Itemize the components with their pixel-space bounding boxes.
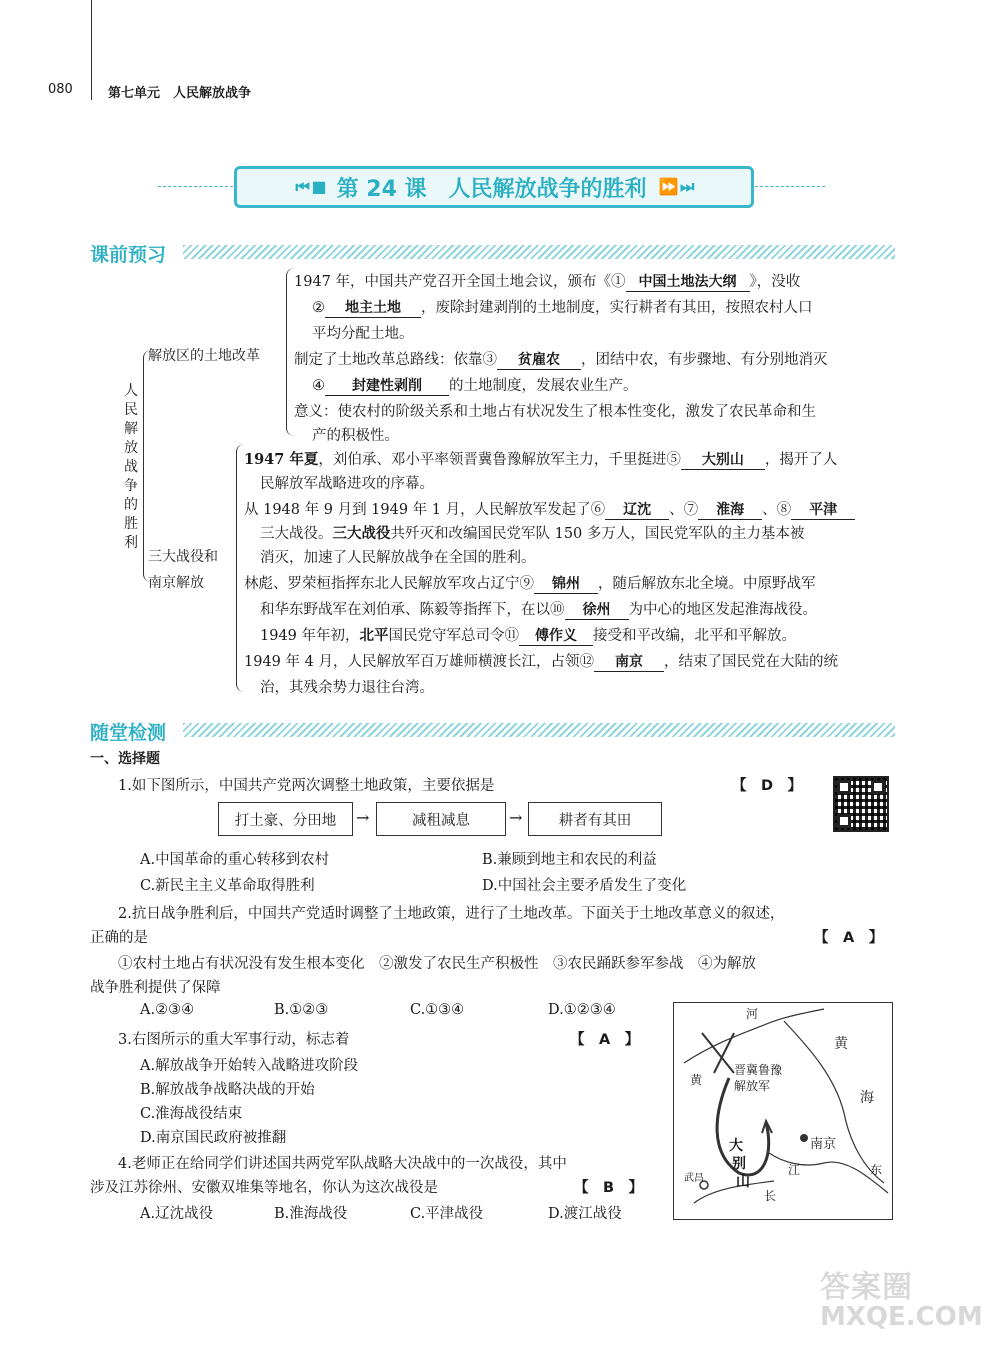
flow-arrow-icon: → — [356, 808, 370, 827]
text-line: 从 1948 年 9 月到 1949 年 1 月，人民解放军发起了⑥ 辽沈 、⑦ 淮海 、⑧ 平津 — [244, 498, 855, 520]
preview-heading: 课前预习 — [90, 244, 167, 266]
q4-answer: 【 B 】 — [574, 1180, 644, 1196]
text-line: ④ 封建性剥削 的土地制度，发展农业生产。 — [312, 374, 638, 396]
q2-stem: 2.抗日战争胜利后，中国共产党适时调整了土地政策，进行了土地改革。下面关于土地改革意义的叙述， — [118, 906, 785, 922]
q2-option-c: C.①③④ — [410, 1002, 465, 1018]
q1-option-c: C.新民主主义革命取得胜利 — [140, 878, 315, 894]
lesson-banner — [234, 166, 754, 208]
check-heading: 随堂检测 — [90, 722, 167, 744]
text-line: 1947 年夏，刘伯承、邓小平率领晋冀鲁豫解放军主力，千里挺进⑤ 大别山 ，揭开了人 — [244, 451, 838, 468]
flow-box-1: 打土豪、分田地 — [218, 802, 353, 836]
q3-stem: 3.右图所示的重大军事行动，标志着 — [118, 1032, 350, 1048]
q4-option-b: B.淮海战役 — [274, 1206, 348, 1222]
branch2-label-line2: 南京解放 — [148, 575, 204, 591]
branch2-label-line1: 三大战役和 — [148, 549, 218, 565]
q2-statements: 战争胜利提供了保障 — [90, 980, 221, 996]
answer-6: 辽沈 — [605, 499, 669, 520]
q4-option-c: C.平津战役 — [410, 1206, 484, 1222]
text-line: 和华东野战军在刘伯承、陈毅等指挥下，在以⑩ 徐州 为中心的地区发起淮海战役。 — [260, 598, 817, 620]
answer-10: 徐州 — [565, 599, 629, 620]
answer-7: 淮海 — [698, 499, 762, 520]
text-line: 制定了土地改革总路线：依靠③ 贫雇农 ，团结中农，有步骤地、有分别地消灭 — [294, 348, 828, 370]
answer-1: 中国土地法大纲 — [626, 271, 750, 292]
heading-stripe — [183, 245, 895, 259]
text-line: 意义：使农村的阶级关系和土地占有状况发生了根本性变化，激发了农民革命和生 — [294, 404, 816, 420]
margin-line — [91, 0, 92, 100]
text-line: 林彪、罗荣桓指挥东北人民解放军攻占辽宁⑨ 锦州 ，随后解放东北全境。中原野战军 — [244, 572, 816, 594]
heading-stripe — [183, 723, 895, 737]
answer-8: 平津 — [791, 499, 855, 520]
q2-option-a: A.②③④ — [140, 1002, 195, 1018]
text-line: 1949 年 4 月，人民解放军百万雄师横渡长江，占领⑫ 南京 ，结束了国民党在大陆的统 — [244, 650, 838, 672]
text-line: 三大战役。三大战役共歼灭和改编国民党军队 150 多万人，国民党军队的主力基本被 — [260, 525, 805, 542]
prev-nav-icon: ⏮ ■ — [295, 177, 325, 196]
text-line: 治，其残余势力退往台湾。 — [260, 680, 434, 696]
answer-11: 傅作义 — [519, 625, 593, 646]
text-line: 产的积极性。 — [312, 428, 399, 444]
text-line: 1947 年，中国共产党召开全国土地会议，颁布《① 中国土地法大纲 》，没收 — [294, 270, 800, 292]
q2-option-d: D.①②③④ — [548, 1002, 616, 1018]
qr-code — [833, 776, 889, 832]
q3-answer: 【 A 】 — [570, 1032, 640, 1048]
q2-option-b: B.①②③ — [274, 1002, 329, 1018]
flow-arrow-icon: → — [509, 808, 523, 827]
banner-decoration-left — [158, 186, 233, 187]
branch1-label: 解放区的土地改革 — [148, 348, 260, 364]
flow-box-2: 减租减息 — [376, 802, 506, 836]
section-label: 一、选择题 — [90, 751, 160, 767]
q2-stem: 正确的是 — [90, 930, 148, 946]
text-line: ② 地主土地 ，废除封建剥削的土地制度，实行耕者有其田，按照农村人口 — [312, 296, 813, 318]
answer-12: 南京 — [594, 651, 664, 672]
map-drawing — [674, 1003, 891, 1218]
q4-option-d: D.渡江战役 — [548, 1206, 622, 1222]
answer-5: 大别山 — [681, 449, 765, 470]
q1-option-b: B.兼顾到地主和农民的利益 — [482, 852, 657, 868]
root-label: 人民解放战争的胜利 — [124, 383, 138, 551]
answer-3: 贫雇农 — [497, 349, 581, 370]
lesson-title: 第 24 课 人民解放战争的胜利 — [336, 176, 647, 202]
dabie-mountain-map: 河 黄 黄 海 晋冀鲁豫 解放军 大 别 山 南京 江 长 东 武昌 — [673, 1002, 893, 1220]
q3-option-a: A.解放战争开始转入战略进攻阶段 — [140, 1058, 359, 1074]
text-line: 1949 年年初，北平国民党守军总司令⑪ 傅作义 接受和平改编，北平和平解放。 — [260, 627, 797, 644]
banner-decoration-right — [755, 186, 825, 187]
watermark: 答案圈 — [820, 1270, 913, 1305]
q3-option-b: B.解放战争战略决战的开始 — [140, 1082, 315, 1098]
page-number: 080 — [48, 82, 73, 97]
watermark-url: MXQE.COM — [820, 1302, 983, 1332]
answer-2: 地主土地 — [325, 297, 421, 318]
q4-stem: 4.老师正在给同学们讲述国共两党军队战略大决战中的一次战役，其中 — [118, 1156, 567, 1172]
q1-stem: 1.如下图所示，中国共产党两次调整土地政策，主要依据是 — [118, 778, 495, 794]
flow-box-3: 耕者有其田 — [528, 802, 662, 836]
text-line: 民解放军战略进攻的序幕。 — [260, 476, 434, 492]
q1-answer: 【 D 】 — [732, 778, 803, 794]
text-line: 消灭，加速了人民解放战争在全国的胜利。 — [260, 550, 536, 566]
answer-4: 封建性剥削 — [325, 375, 449, 396]
q1-option-a: A.中国革命的重心转移到农村 — [140, 852, 330, 868]
unit-title: 第七单元 人民解放战争 — [108, 86, 252, 101]
q3-option-c: C.淮海战役结束 — [140, 1106, 243, 1122]
q4-stem: 涉及江苏徐州、安徽双堆集等地名，你认为这次战役是 — [90, 1180, 438, 1196]
next-nav-icon: ⏩ ⏭ — [658, 177, 693, 196]
q1-option-d: D.中国社会主要矛盾发生了变化 — [482, 878, 687, 894]
q2-statements: ①农村土地占有状况没有发生根本变化 ②激发了农民生产积极性 ③农民踊跃参军参战 ④为解放 — [118, 956, 756, 972]
text-line: 平均分配土地。 — [312, 326, 414, 342]
q2-answer: 【 A 】 — [814, 930, 884, 946]
q3-option-d: D.南京国民政府被推翻 — [140, 1130, 287, 1146]
q4-option-a: A.辽沈战役 — [140, 1206, 214, 1222]
answer-9: 锦州 — [534, 573, 598, 594]
